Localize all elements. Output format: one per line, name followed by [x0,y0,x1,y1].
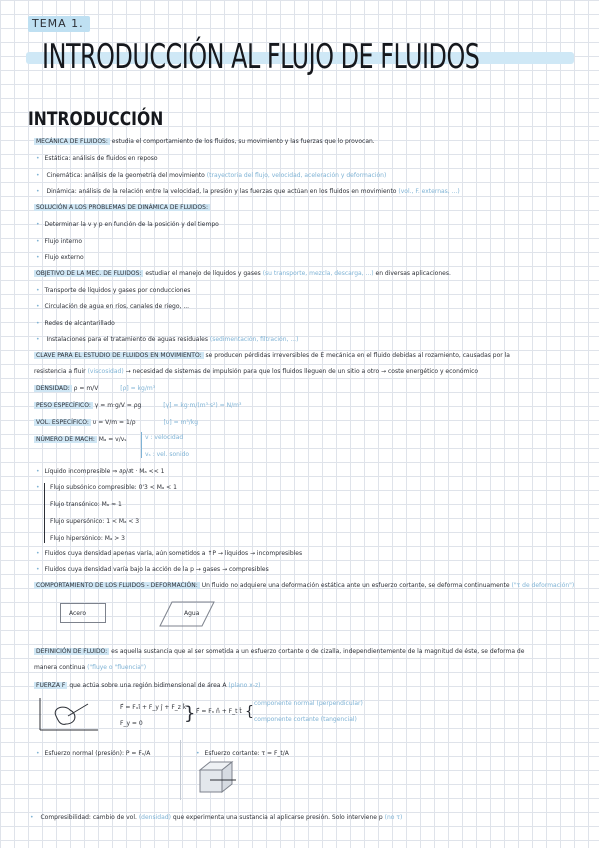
text-compresibilidad-2: que experimenta una sustancia al aplicarse presión. Solo interviene p [172,814,383,821]
flow-supersonico: Flujo supersónico: 1 < Mₐ < 3 [50,518,140,525]
item-circulacion [36,303,189,311]
text-circulacion: Circulación de agua en ríos, canales de riego, ... [44,303,190,310]
label-volumen: VOL. ESPECÍFICO: [36,419,89,426]
label-densidad: DENSIDAD: [36,385,70,392]
eq-peso: γ = m·g/V = ρg [94,402,142,409]
item-liquidos [36,550,302,558]
flow-brace [44,483,45,543]
text-determinar: Determinar la v y p en función de la posición y del tiempo [44,221,219,228]
line-fuerza [34,682,260,690]
cube-sketch [196,760,242,794]
label-clave: CLAVE PARA EL ESTUDIO DE FLUIDOS EN MOVIMIENTO: [36,352,202,359]
page-title: INTRODUCCIÓN AL FLUJO DE FLUIDOS [42,37,480,77]
note-viscosidad: (viscosidad) [87,368,124,375]
note-cinematica: (trayectoria del flujo, velocidad, aceleración y deformación) [206,172,387,179]
bullet-dot: • [36,484,40,491]
unit-densidad: [ρ] = kg/m³ [120,385,156,392]
topic-label: TEMA 1. [28,16,90,32]
item-determinar [36,221,219,229]
unit-volumen: [υ] = m³/kg [163,419,199,426]
text-incompresible: Líquido incompresible ⇒ ∂ρ/∂t · Mₐ << 1 [44,468,165,475]
eq-fuerza-1: F⃗ = Fₓî + F_y ĵ + F_z k̂ [120,704,187,711]
text-instalaciones: Instalaciones para el tratamiento de aguas residuales [46,336,208,343]
eq-mach: Mₐ = v/vₛ [98,436,127,443]
text-comportamiento: Un fluido no adquiere una deformación estática ante un esfuerzo cortante, se deforma continuamente [201,582,510,589]
text-flujo-externo: Flujo externo [44,254,84,261]
line-continua [34,664,146,672]
note-compresibilidad-2: (no τ) [384,814,403,821]
label-comportamiento: COMPORTAMIENTO DE LOS FLUIDOS - DEFORMACIÓN: [36,582,198,589]
text-continua: manera continua [34,664,86,671]
text-resistencia-2: → necesidad de sistemas de impulsión para que los fluidos lleguen de un sitio a otro → coste energético y económico [125,368,479,375]
label-peso: PESO ESPECÍFICO: [36,402,91,409]
line-clave [34,352,510,360]
text-compresibilidad: Compresibilidad: cambio de vol. [40,814,137,821]
text-gases: Fluidos cuya densidad varía bajo la acción de la p → gases → compresibles [44,566,269,573]
note-fuerza: (plano x-z) [228,682,261,689]
text-mecanica: estudia el comportamiento de los fluidos, su movimiento y las fuerzas que lo provocan. [111,138,375,145]
water-label: Agua [184,610,200,617]
item-estatica [36,155,158,163]
text-cortante: Esfuerzo cortante: τ = F_t/A [204,750,289,757]
brace-fuerza: } [184,703,196,724]
text-presion: Esfuerzo normal (presión): P = Fₙ/A [44,750,151,757]
note-compresibilidad: (densidad) [138,814,171,821]
item-flujo-externo [36,254,84,262]
item-flujo-interno [36,238,82,246]
text-objetivo: estudiar el manejo de líquidos y gases [145,270,261,277]
label-mach: NÚMERO DE MACH: [36,436,95,443]
text-liquidos: Fluidos cuya densidad apenas varía, aún sometidos a ↑P → líquidos → incompresibles [44,550,303,557]
text-estatica: Estática: análisis de fluidos en reposo [44,155,158,162]
note-dinamica: (vol., F. externas, ...) [398,188,460,195]
component-cortante: componente cortante (tangencial) [254,716,357,723]
flow-subsonico: Flujo subsónico compresible: 0'3 < Mₐ < 1 [50,484,177,491]
line-volumen [34,419,198,427]
eq-fuerza-3: F⃗ = Fₙ n̂ + F_t t̂ [196,708,242,715]
item-presion [36,750,150,758]
text-resistencia: resistencia a fluir [34,368,86,375]
label-objetivo: OBJETIVO DE LA MEC. DE FLUIDOS: [36,270,142,277]
text-redes: Redes de alcantarillado [44,320,115,327]
text-clave: se producen pérdidas irreversibles de E mecánica en el fluido debidas al rozamiento, causadas por la [205,352,510,359]
label-definicion: DEFINICIÓN DE FLUIDO: [36,648,108,655]
item-gases [36,566,269,574]
flow-transonico: Flujo transónico: Mₐ ≈ 1 [50,501,122,508]
text-transporte: Transporte de líquidos y gases por conducciones [44,287,191,294]
flow-hipersonico: Flujo hipersónico: Mₐ > 3 [50,535,125,542]
line-comportamiento [34,582,574,590]
note-objetivo: (su transporte, mezcla, descarga, ...) [262,270,374,277]
line-solucion [34,204,210,212]
note-mach-1: v : velocidad [145,434,184,441]
line-densidad [34,385,155,393]
eq-densidad: ρ = m/V [73,385,99,392]
item-redes [36,320,115,328]
line-definicion [34,648,524,656]
note-mach-2: vₛ : vel. sonido [145,451,190,458]
label-mecanica: MECÁNICA DE FLUIDOS: [36,138,108,145]
component-normal: componente normal (perpendicular) [254,700,363,707]
label-solucion: SOLUCIÓN A LOS PROBLEMAS DE DINÁMICA DE FLUIDOS: [36,204,208,211]
text-cinematica: Cinemática: análisis de la geometría del movimiento [46,172,205,179]
unit-peso: [γ] = kg·m/(m³·s²) = N/m³ [163,402,242,409]
label-fuerza: FUERZA F [36,682,66,689]
item-cinematica [36,172,386,180]
steel-label: Acero [69,610,86,617]
text-fuerza: que actúa sobre una región bidimensional de área A [69,682,227,689]
brace-componentes: { [245,704,254,720]
item-compresibilidad [30,814,402,822]
item-cortante [196,750,289,758]
eq-fuerza-2: F_y = 0 [120,720,143,727]
line-peso [34,402,241,410]
vertical-divider [180,740,181,800]
section-heading: INTRODUCCIÓN [28,108,164,130]
line-mach [34,436,127,444]
mach-brace [141,432,142,458]
text-objetivo-2: en diversas aplicaciones. [375,270,451,277]
line-resistencia [34,368,478,376]
text-dinamica: Dinámica: análisis de la relación entre la velocidad, la presión y las fuerzas que actúan en los fluidos en movimiento [46,188,397,195]
eq-volumen: υ = V/m = 1/ρ [92,419,136,426]
force-diagram [34,694,104,736]
text-flujo-interno: Flujo interno [44,238,83,245]
line-mecanica [34,138,375,146]
note-comportamiento: ("τ de deformación") [511,582,575,589]
steel-block [60,603,106,623]
note-instalaciones: (sedimentación, filtración, ...) [209,336,299,343]
line-objetivo [34,270,451,278]
item-incompresible [36,468,164,476]
note-continua: ("fluye o "fluencia") [87,664,147,671]
text-definicion: es aquella sustancia que al ser sometida a un esfuerzo cortante o de cizalla, independientemente de la magnitud de éste, se deforma de [111,648,525,655]
item-dinamica [36,188,460,196]
item-transporte [36,287,190,295]
item-instalaciones [36,336,298,344]
